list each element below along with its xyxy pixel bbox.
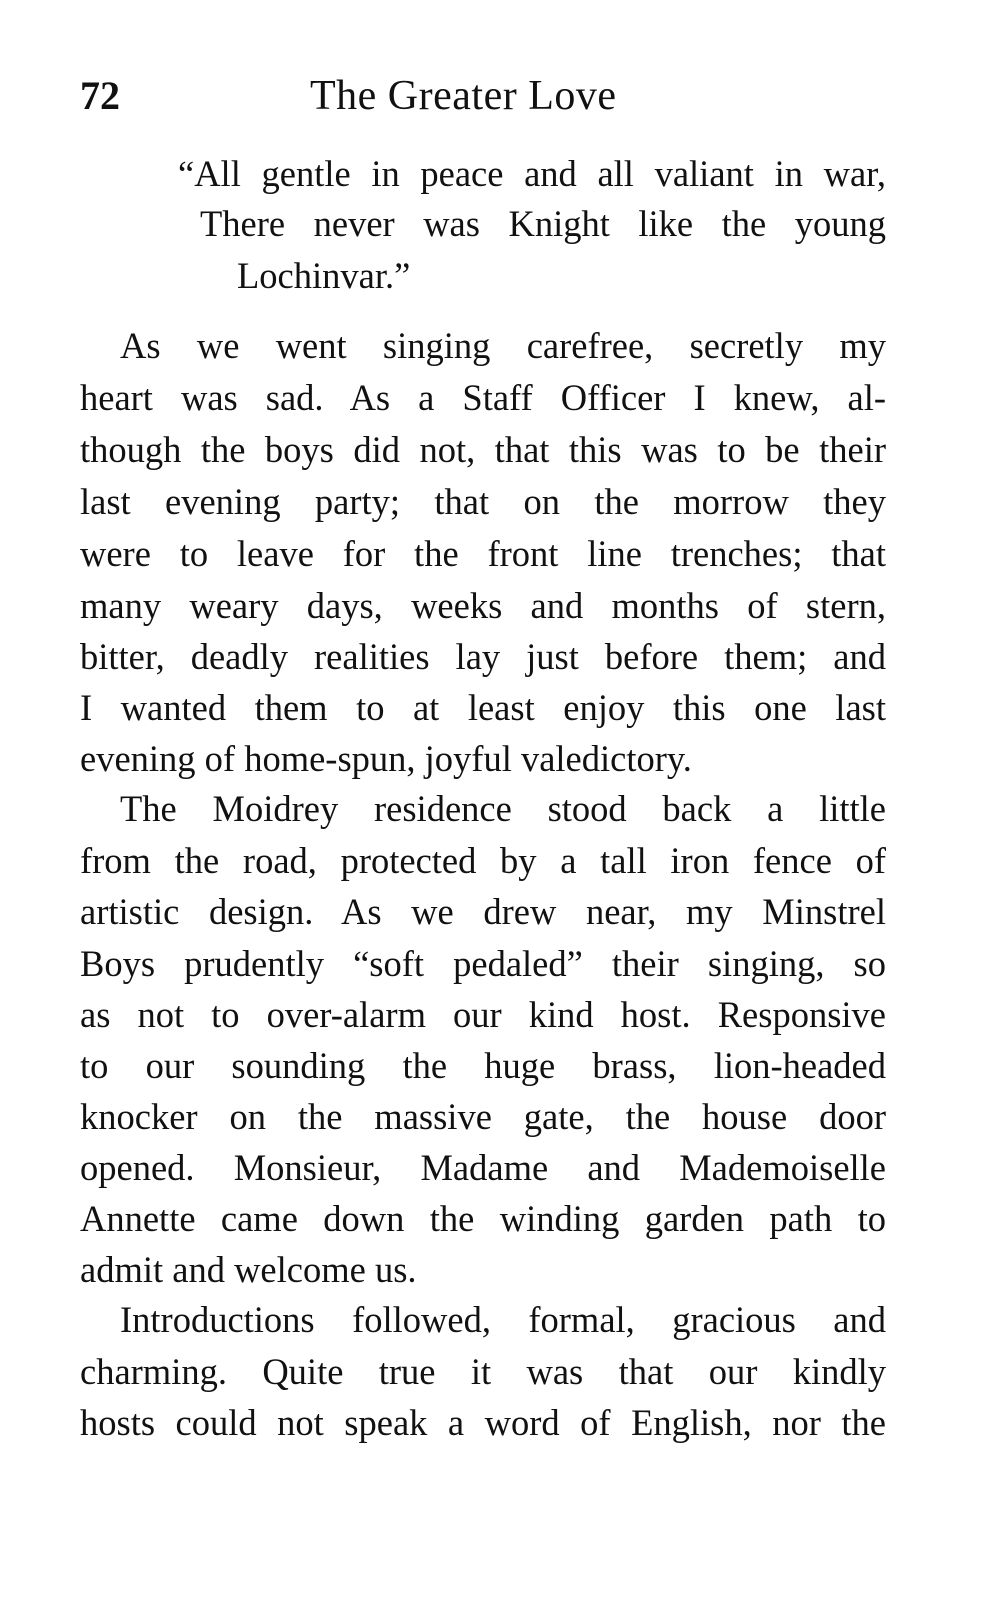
text-line: Boys prudently “soft pedaled” their singing, so <box>80 943 886 984</box>
verse-line: Lochinvar.” <box>237 255 411 296</box>
text-line: heart was sad. As a Staff Officer I knew, al- <box>80 377 886 418</box>
text-line: evening of home-spun, joyful valedictory. <box>80 738 692 779</box>
verse-line: There never was Knight like the young <box>200 203 886 244</box>
text-line: knocker on the massive gate, the house door <box>80 1096 886 1137</box>
text-line: though the boys did not, that this was to be their <box>80 429 886 470</box>
text-line: Annette came down the winding garden path to <box>80 1198 886 1239</box>
verse-line: “All gentle in peace and all valiant in war, <box>178 153 886 194</box>
text-line: many weary days, weeks and months of stern, <box>80 585 886 626</box>
text-line: as not to over-alarm our kind host. Responsive <box>80 994 886 1035</box>
text-line: opened. Monsieur, Madame and Mademoiselle <box>80 1147 886 1188</box>
text-line: from the road, protected by a tall iron fence of <box>80 840 886 881</box>
text-line: admit and welcome us. <box>80 1249 417 1290</box>
text-line: I wanted them to at least enjoy this one last <box>80 687 886 728</box>
text-line: bitter, deadly realities lay just before them; and <box>80 636 886 677</box>
text-line: Introductions followed, formal, gracious and <box>120 1299 886 1340</box>
text-line: were to leave for the front line trenches; that <box>80 533 886 574</box>
page-number: 72 <box>80 73 120 118</box>
text-line: last evening party; that on the morrow they <box>80 481 886 522</box>
text-line: As we went singing carefree, secretly my <box>120 325 886 366</box>
text-line: to our sounding the huge brass, lion-headed <box>80 1045 886 1086</box>
page-header <box>80 68 900 128</box>
text-line: hosts could not speak a word of English, nor the <box>80 1402 886 1443</box>
text-line: charming. Quite true it was that our kindly <box>80 1351 886 1392</box>
running-title: The Greater Love <box>310 73 617 119</box>
text-line: The Moidrey residence stood back a little <box>120 788 886 829</box>
text-line: artistic design. As we drew near, my Minstrel <box>80 891 886 932</box>
